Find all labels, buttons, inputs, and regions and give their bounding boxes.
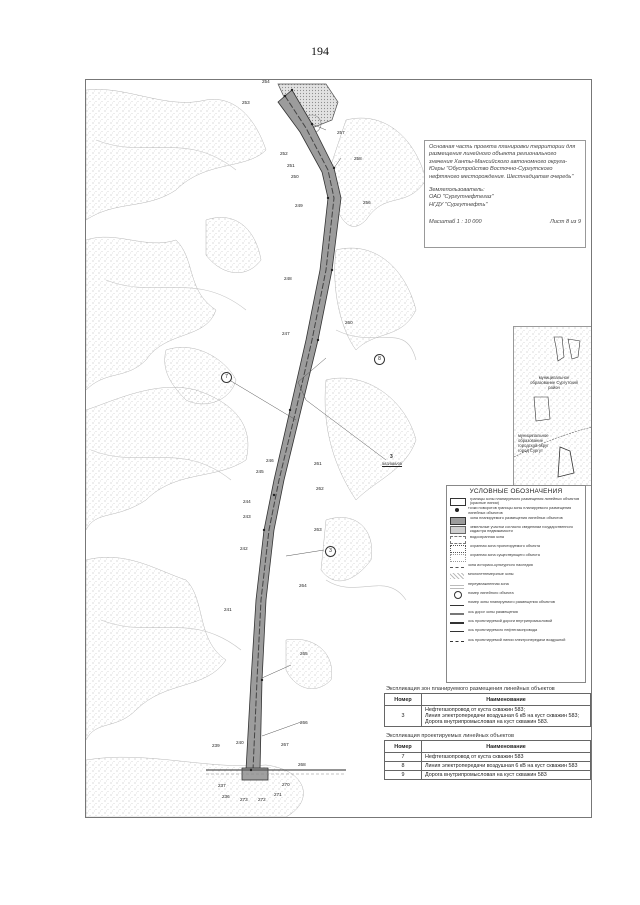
legend-item: многолетнемерзлые зоны <box>450 572 582 581</box>
legend-item: охранная зона существующего объекта <box>450 553 582 562</box>
zone-number-circle: 3 <box>325 546 336 557</box>
explication-tables <box>384 685 591 817</box>
point-label: 248 <box>284 276 292 281</box>
point-label: 270 <box>282 782 290 787</box>
point-label: 236 <box>222 794 230 799</box>
zone-label: 3 <box>390 454 393 460</box>
zones-header-name: Наименование <box>422 694 591 706</box>
inset-canvas <box>514 327 592 485</box>
objects-table-caption: Экспликация проектируемых линейных объектов <box>386 733 515 739</box>
point-label: 252 <box>280 151 288 156</box>
object-number-circle: 8 <box>374 354 385 365</box>
point-label: 267 <box>281 742 289 747</box>
legend-item: земельные участки согласно сведениям государственного кадастра недвижимости <box>450 525 582 534</box>
point-label: 257 <box>337 130 345 135</box>
point-label: 245 <box>256 469 264 474</box>
zones-header-number: Номер <box>385 694 422 706</box>
map-scale: Масштаб 1 : 10 000 <box>429 219 482 226</box>
point-label: 272 <box>258 797 266 802</box>
point-label: 268 <box>298 762 306 767</box>
legend-item: номер зоны планируемого размещения объектов <box>450 600 582 609</box>
legend-item: зона планируемого размещения линейных объектов <box>450 516 582 525</box>
objects-header-name: Наименование <box>422 741 591 753</box>
point-label: 265 <box>300 651 308 656</box>
objects-header-number: Номер <box>385 741 422 753</box>
zone-sub-label: 583/588/05 <box>382 461 403 466</box>
point-label: 247 <box>282 331 290 336</box>
sheet-number: Лист 8 из 9 <box>550 219 581 226</box>
point-label: 266 <box>300 720 308 725</box>
inset-city-label: муниципальное образование городской округ город Сургут <box>518 433 549 453</box>
customer-org: ОАО "Сургутнефтегаз" <box>429 194 494 201</box>
title-block <box>424 140 586 248</box>
legend-item: ось проектируемого нефтегазопровода <box>450 628 582 637</box>
legend-item: номер линейного объекта <box>450 591 582 600</box>
legend-title: УСЛОВНЫЕ ОБОЗНАЧЕНИЯ <box>469 488 563 495</box>
legend-item: точки поворотов границы зоны планируемого размещения линейных объектов <box>450 506 582 515</box>
customer-dept: НГДУ "Сургутнефть" <box>429 201 488 208</box>
zone-number-cell: 3 <box>385 706 422 727</box>
table-row <box>385 706 591 727</box>
page-number: 194 <box>311 44 329 58</box>
table-row: 9 Дорога внутрипромысловая на куст скважин 583 <box>385 771 591 780</box>
legend-item: водоохранная зона <box>450 535 582 544</box>
zones-table <box>384 693 591 727</box>
point-label: 260 <box>345 320 353 325</box>
point-label: 262 <box>316 486 324 491</box>
point-label: 240 <box>236 740 244 745</box>
point-label: 242 <box>240 546 248 551</box>
zone-name-cell: Нефтегазопровод от куста скважин 583; Линия электропередачи воздушная 6 кВ на куст скважин 583; Дорога внутрипромысловая на куст скважин 583. <box>422 706 591 727</box>
object-number-circle: 7 <box>221 372 232 383</box>
point-label: 243 <box>243 514 251 519</box>
legend-item: ось дорог зоны размещения <box>450 610 582 619</box>
point-label: 251 <box>287 163 295 168</box>
legend-item: ось проектируемой линии электропередачи воздушной <box>450 638 582 647</box>
customer-label: Землепользователь: <box>429 187 485 194</box>
zones-table-caption: Экспликация зон планируемого размещения линейных объектов <box>386 686 555 692</box>
inset-district-label: муниципальное образование Сургутский район <box>530 375 578 390</box>
table-row: 8 Линия электропередачи воздушная 6 кВ на куст скважин 583 <box>385 762 591 771</box>
point-label: 261 <box>314 461 322 466</box>
point-label: 239 <box>212 743 220 748</box>
objects-table <box>384 740 591 780</box>
project-title: Основная часть проекта планировки территории для размещения линейного объекта регионального значения Ханты-Мансийского автономного округа-Югры "Обустройство Восточно-Сургутского нефтяного месторождения. Шестнадцатая очередь" <box>429 144 576 180</box>
point-label: 258 <box>354 156 362 161</box>
point-label: 271 <box>274 792 282 797</box>
legend-item: охранная зона проектируемого объекта <box>450 544 582 553</box>
inset-overview-map <box>513 326 592 486</box>
point-label: 264 <box>299 583 307 588</box>
legend-item: переувлажненная зона <box>450 582 582 591</box>
point-label: 246 <box>266 458 274 463</box>
point-label: 254 <box>262 79 270 84</box>
point-label: 237 <box>218 783 226 788</box>
point-label: 241 <box>224 607 232 612</box>
legend-item: ось проектируемой дороги внутрипромысловой <box>450 619 582 628</box>
point-label: 253 <box>242 100 250 105</box>
point-label: 256 <box>363 200 371 205</box>
table-row: 7 Нефтегазопровод от куста скважин 583 <box>385 753 591 762</box>
point-label: 249 <box>295 203 303 208</box>
legend-item: границы зоны планируемого размещения линейных объектов (красные линии) <box>450 497 582 506</box>
legend <box>446 485 586 683</box>
legend-item: зона историко-культурного наследия <box>450 563 582 572</box>
map-frame <box>85 79 592 818</box>
point-label: 273 <box>240 797 248 802</box>
point-label: 263 <box>314 527 322 532</box>
point-label: 250 <box>291 174 299 179</box>
point-label: 244 <box>243 499 251 504</box>
